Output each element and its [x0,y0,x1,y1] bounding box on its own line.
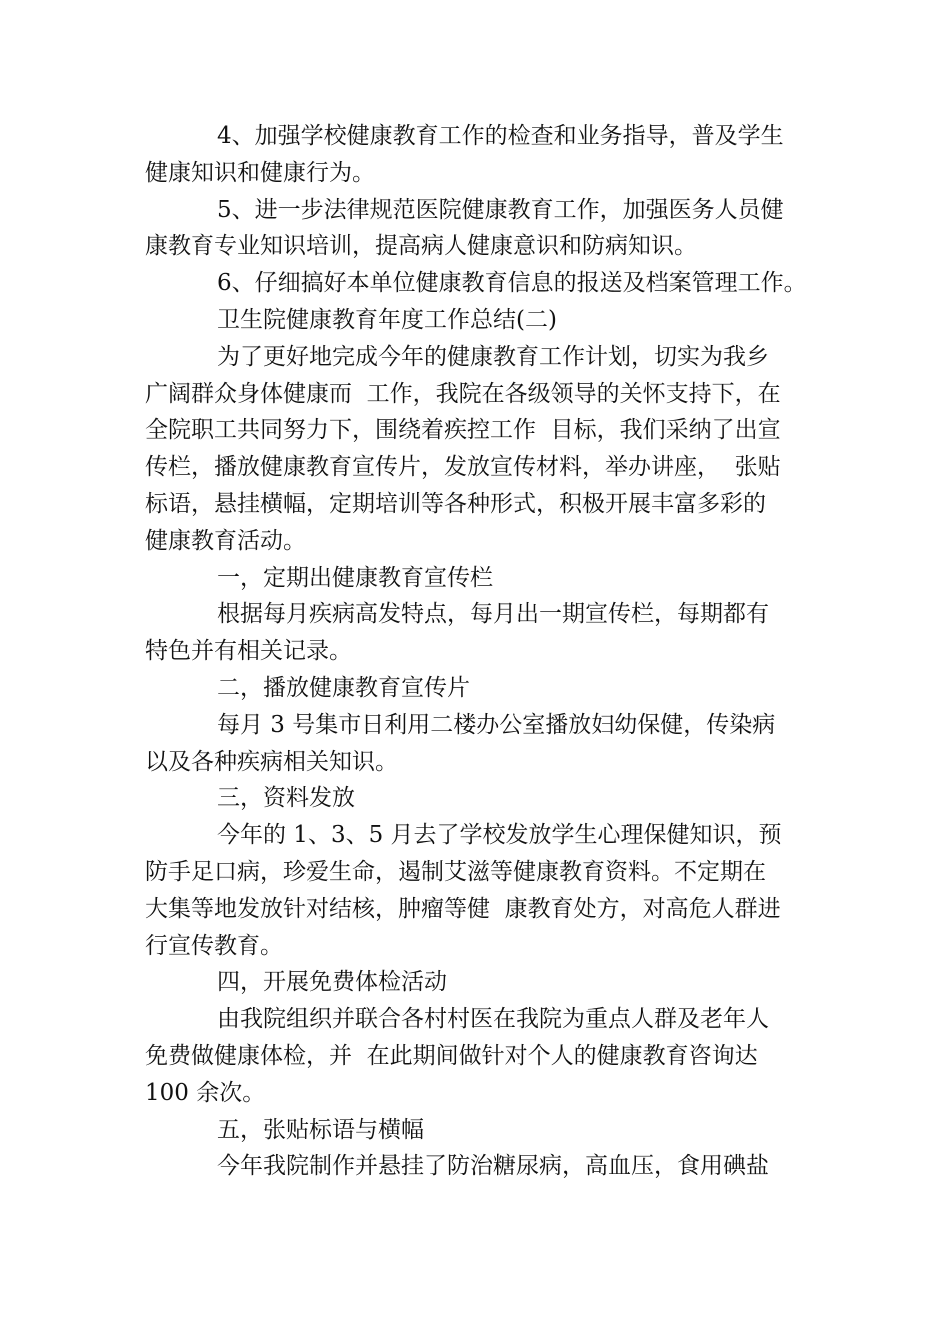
paragraph-line: 今年我院制作并悬挂了防治糖尿病，高血压，食用碘盐 [217,1153,769,1180]
paragraph-line: 特色并有相关记录。 [145,638,352,665]
document-body [145,118,815,1185]
paragraph-line: 5、进一步法律规范医院健康教育工作，加强医务人员健 [217,196,784,223]
section-title: 卫生院健康教育年度工作总结(二) [217,306,557,333]
paragraph-line: 康教育专业知识培训，提高病人健康意识和防病知识。 [145,233,697,260]
paragraph-line: 全院职工共同努力下，围绕着疾控工作 目标，我们采纳了出宣 [145,417,781,444]
paragraph-line: 大集等地发放针对结核，肿瘤等健 康教育处方，对高危人群进 [145,895,781,922]
paragraph-line: 健康教育活动。 [145,527,306,554]
paragraph-line: 免费做健康体检，并 在此期间做针对个人的健康教育咨询达 [145,1042,758,1069]
section-heading: 一，定期出健康教育宣传栏 [217,564,493,591]
paragraph-line: 标语，悬挂横幅，定期培训等各种形式，积极开展丰富多彩的 [145,490,766,517]
paragraph-line: 行宣传教育。 [145,932,283,959]
paragraph-line: 100 余次。 [145,1079,266,1106]
section-heading: 四，开展免费体检活动 [217,969,447,996]
paragraph-line: 传栏，播放健康教育宣传片，发放宣传材料，举办讲座， 张贴 [145,454,781,481]
section-heading: 二，播放健康教育宣传片 [217,674,470,701]
paragraph-line: 健康知识和健康行为。 [145,159,375,186]
paragraph-line: 由我院组织并联合各村村医在我院为重点人群及老年人 [217,1006,769,1033]
paragraph-line: 每月 3 号集市日利用二楼办公室播放妇幼保健，传染病 [217,711,776,738]
section-heading: 三，资料发放 [217,785,355,812]
paragraph-line: 4、加强学校健康教育工作的检查和业务指导，普及学生 [217,123,784,149]
paragraph-line: 今年的 1、3、5 月去了学校发放学生心理保健知识，预 [217,822,782,849]
paragraph-line: 广阔群众身体健康而 工作，我院在各级领导的关怀支持下，在 [145,380,781,407]
paragraph-line: 以及各种疾病相关知识。 [145,748,398,775]
paragraph-line: 防手足口病，珍爱生命，遏制艾滋等健康教育资料。不定期在 [145,858,766,885]
paragraph-line: 6、仔细搞好本单位健康教育信息的报送及档案管理工作。 [217,270,807,297]
paragraph-line: 为了更好地完成今年的健康教育工作计划，切实为我乡 [217,343,769,370]
paragraph-line: 根据每月疾病高发特点，每月出一期宣传栏，每期都有 [217,601,769,628]
section-heading: 五，张贴标语与横幅 [217,1116,424,1143]
